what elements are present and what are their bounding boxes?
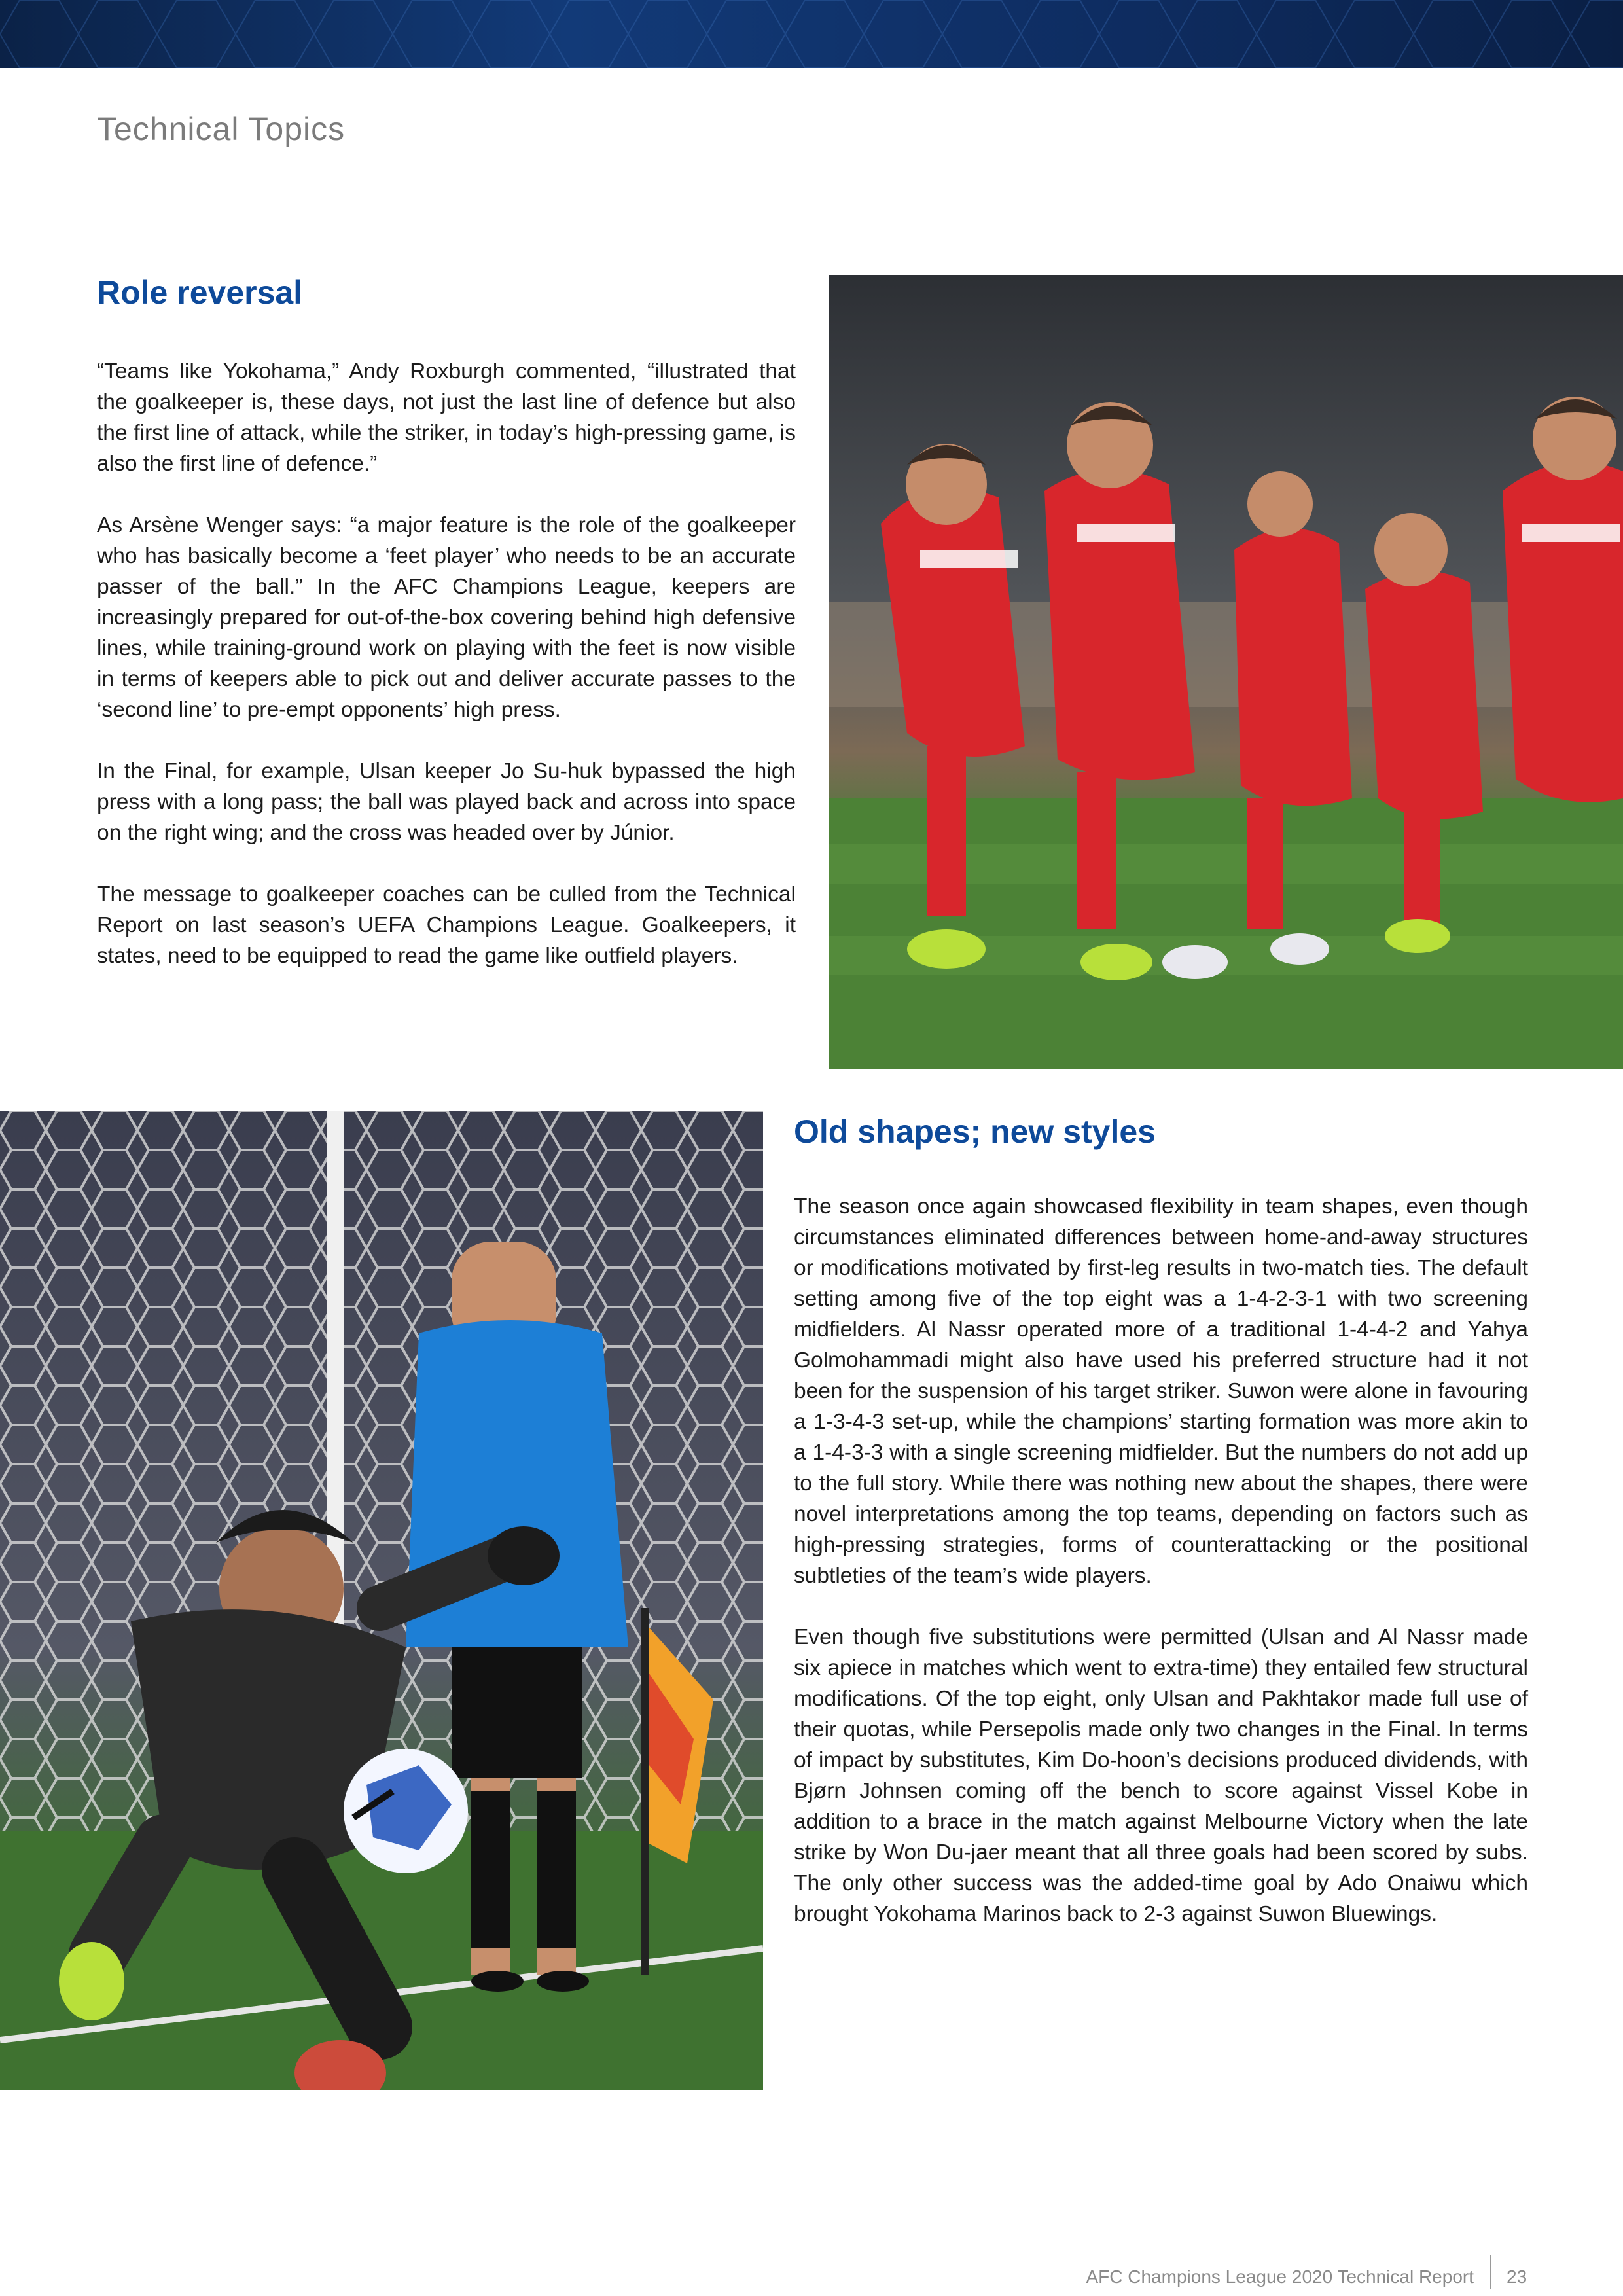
section-label: Technical Topics: [97, 111, 346, 147]
old-shapes-paragraph: Even though five substitutions were permitted (Ulsan and Al Nassr made six apiece in matches which went to extra-time) they entailed few structural modifications. Of the top eight, only Ulsan and Pakhtakor made full use of their quotas, while Persepolis made only two changes in the Final. In terms of impact by substitutes, Kim Do-hoon’s decisions produced dividends, with Bjørn Johnsen coming off the bench to score against Vissel Kobe in addition to a brace in the match against Melbourne Victory when the late strike by Won Du-jaer meant that all three goals had been scored by subs. The only other success was the added-time goal by Ado Onaiwu which brought Yokohama Marinos back to 2-3 against Suwon Bluewings.: [794, 1625, 1528, 1926]
goalkeeper-photo: [0, 1111, 763, 2090]
players-celebrating-image: [829, 275, 1623, 1069]
role-reversal-heading: Role reversal: [97, 274, 303, 311]
role-reversal-paragraph: As Arsène Wenger says: “a major feature is the role of the goalkeeper who has basically become a ‘feet player’ who needs to be an accurate passer of the ball.” In the AFC Champions League, keepers are increasingly prepared for out-of-the-box covering behind high defensive lines, while training-ground work on playing with the feet is now visible in terms of keepers able to pick out and deliver accurate passes to the ‘second line’ to pre-empt opponents’ high press.: [97, 513, 796, 722]
top-banner: [0, 0, 1623, 68]
page-number: 23: [1507, 2267, 1527, 2287]
goalkeeper-save-image: [0, 1111, 763, 2090]
hexagon-pattern: [0, 0, 1623, 68]
footer-report-title: AFC Champions League 2020 Technical Report: [1086, 2267, 1474, 2287]
old-shapes-heading: Old shapes; new styles: [794, 1113, 1156, 1150]
celebration-photo: [829, 275, 1623, 1069]
role-reversal-paragraph: In the Final, for example, Ulsan keeper Jo Su-huk bypassed the high press with a long pass; the ball was played back and across into space on the right wing; and the cross was headed over by Júnior.: [97, 759, 796, 845]
role-reversal-body: [97, 356, 796, 971]
old-shapes-body: [794, 1191, 1528, 1929]
footer-divider: [1490, 2255, 1491, 2289]
role-reversal-paragraph: The message to goalkeeper coaches can be culled from the Technical Report on last season’s UEFA Champions League. Goalkeepers, it states, need to be equipped to read the game like outfield players.: [97, 882, 796, 968]
role-reversal-paragraph: “Teams like Yokohama,” Andy Roxburgh commented, “illustrated that the goalkeeper is, these days, not just the last line of defence but also the first line of attack, while the striker, in today’s high-pressing game, is also the first line of defence.”: [97, 359, 796, 476]
old-shapes-paragraph: The season once again showcased flexibility in team shapes, even though circumstances eliminated differences between home-and-away structures or modifications motivated by first-leg results in two-match ties. The default setting among five of the top eight was a 1-4-2-3-1 with two screening midfielders. Al Nassr operated more of a traditional 1-4-4-2 and Yahya Golmohammadi might also have used his preferred structure had it not been for the suspension of his target striker. Suwon were alone in favouring a 1-3-4-3 set-up, while the champions’ starting formation was more akin to a 1-4-3-3 with a single screening midfielder. But the numbers do not add up to the full story. While there was nothing new about the shapes, there were novel interpretations among the top teams, depending on factors such as high-pressing strategies, forms of counterattacking or the positional subtleties of the team’s wide players.: [794, 1194, 1528, 1588]
